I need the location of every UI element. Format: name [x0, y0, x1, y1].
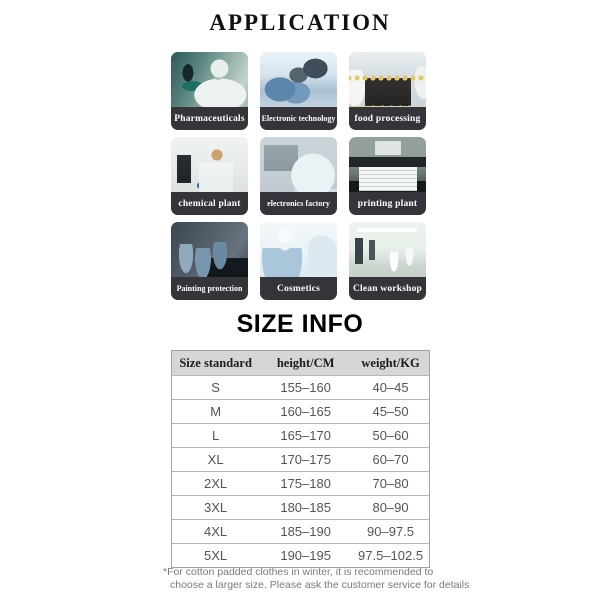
cell-weight — [352, 376, 429, 400]
cell-value: 3XL — [204, 500, 228, 515]
cell-weight — [352, 424, 429, 448]
cell-size — [172, 544, 260, 568]
cell-value: 5XL — [204, 548, 228, 563]
cell-value: 80–90 — [372, 500, 409, 515]
cell-value: 160–165 — [280, 404, 331, 419]
application-tile-cosmetics — [260, 222, 337, 300]
cell-value: 45–50 — [372, 404, 409, 419]
cell-height — [259, 544, 352, 568]
tile-label: printing plant — [349, 192, 426, 215]
cell-value: XL — [207, 452, 224, 467]
size-note-line1: *For cotton padded clothes in winter, it is recommended to — [163, 566, 434, 578]
size-table — [171, 350, 430, 568]
cell-value: 4XL — [204, 524, 228, 539]
cell-weight — [352, 520, 429, 544]
application-tile-food-processing — [349, 52, 426, 130]
cell-value: S — [211, 380, 220, 395]
cell-height — [259, 448, 352, 472]
table-row-l — [172, 424, 430, 448]
cell-value: 70–80 — [372, 476, 409, 491]
table-row-m — [172, 400, 430, 424]
tile-label: chemical plant — [171, 192, 248, 215]
header-label: height/CM — [276, 355, 335, 370]
header-label: Size standard — [179, 355, 252, 370]
tile-label: Pharmaceuticals — [171, 107, 248, 130]
table-row-xl — [172, 448, 430, 472]
cell-height — [259, 424, 352, 448]
table-row-2xl — [172, 472, 430, 496]
cell-size — [172, 376, 260, 400]
cell-size — [172, 400, 260, 424]
size-info-section-title: SIZE INFO — [236, 310, 364, 338]
photo-chemist-with-microscope — [171, 137, 248, 192]
cell-weight — [352, 448, 429, 472]
cell-size — [172, 448, 260, 472]
photo-food-factory-tray-stacks — [349, 52, 426, 107]
application-tile-clean-workshop — [349, 222, 426, 300]
application-grid — [171, 52, 426, 300]
tile-label: food processing — [349, 107, 426, 130]
cell-value: 185–190 — [280, 524, 331, 539]
cell-weight — [352, 544, 429, 568]
application-tile-pharmaceuticals — [171, 52, 248, 130]
application-tile-electronics-factory — [260, 137, 337, 215]
size-note — [163, 566, 469, 592]
cell-value: 155–160 — [280, 380, 331, 395]
cell-size — [172, 424, 260, 448]
cell-value: 40–45 — [372, 380, 409, 395]
cell-value: M — [210, 404, 222, 419]
application-tile-chemical-plant — [171, 137, 248, 215]
photo-electronics-lab-workers — [260, 52, 337, 107]
tile-label: Cosmetics — [260, 277, 337, 300]
cell-value: 190–195 — [280, 548, 331, 563]
cell-value: 165–170 — [280, 428, 331, 443]
photo-lab-worker-with-pipette — [171, 52, 248, 107]
tile-label: Clean workshop — [349, 277, 426, 300]
cell-height — [259, 472, 352, 496]
table-row-s — [172, 376, 430, 400]
cell-size — [172, 520, 260, 544]
header-height-cm — [259, 351, 352, 376]
cell-size — [172, 496, 260, 520]
cell-value: 175–180 — [280, 476, 331, 491]
cell-value: 170–175 — [280, 452, 331, 467]
cell-weight — [352, 496, 429, 520]
header-label: weight/KG — [361, 355, 420, 370]
cell-weight — [352, 400, 429, 424]
application-tile-painting-protection — [171, 222, 248, 300]
size-table-header-row — [172, 351, 430, 376]
table-row-4xl — [172, 520, 430, 544]
header-weight-kg — [352, 351, 429, 376]
photo-workers-around-car — [171, 222, 248, 277]
cell-value: 60–70 — [372, 452, 409, 467]
cell-height — [259, 400, 352, 424]
cell-value: 2XL — [204, 476, 228, 491]
cell-value: 50–60 — [372, 428, 409, 443]
cell-height — [259, 376, 352, 400]
table-row-5xl — [172, 544, 430, 568]
cell-height — [259, 496, 352, 520]
cell-weight — [352, 472, 429, 496]
tile-label: electronics factory — [260, 192, 337, 215]
application-section-title: APPLICATION — [209, 10, 391, 35]
photo-masked-technician-hexagons — [260, 222, 337, 277]
cell-value: 90–97.5 — [367, 524, 415, 539]
cell-value: 180–185 — [280, 500, 331, 515]
table-row-3xl — [172, 496, 430, 520]
tile-label: Electronic technology — [260, 107, 337, 130]
header-size-standard — [172, 351, 260, 376]
cell-size — [172, 472, 260, 496]
photo-hooded-cleanroom-worker-at-panel — [260, 137, 337, 192]
size-note-line2: choose a larger size. Please ask the customer service for details — [170, 579, 470, 591]
application-tile-printing-plant — [349, 137, 426, 215]
photo-bright-cleanroom-hall — [349, 222, 426, 277]
tile-label: Painting protection — [171, 277, 248, 300]
photo-printing-press-paper-sheets — [349, 137, 426, 192]
cell-value: 97.5–102.5 — [358, 548, 424, 563]
cell-value: L — [211, 428, 220, 443]
application-tile-electronic-technology — [260, 52, 337, 130]
cell-height — [259, 520, 352, 544]
